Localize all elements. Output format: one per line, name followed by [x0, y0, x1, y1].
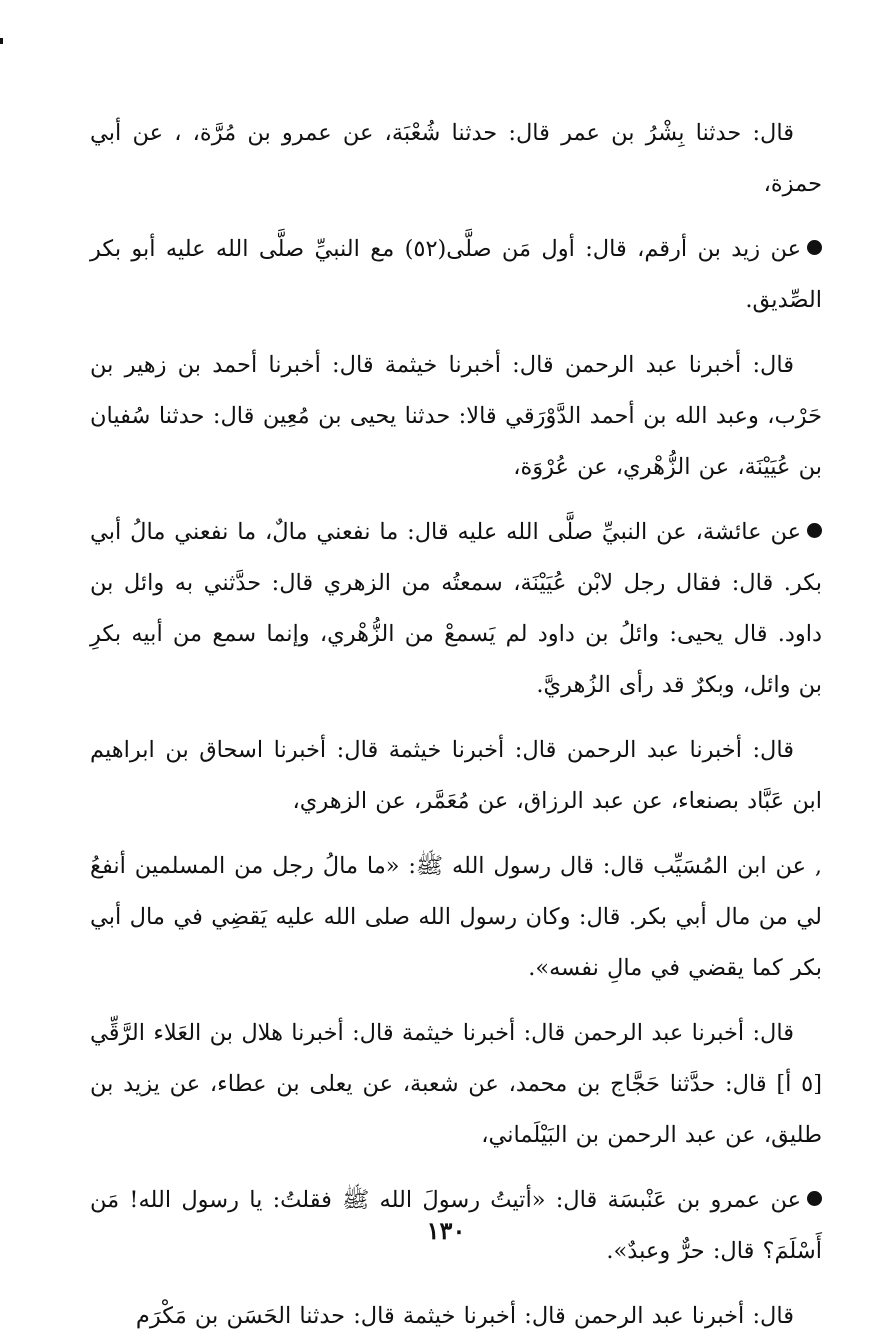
paragraph-isnad: قال: أخبرنا عبد الرحمن قال: أخبرنا خيثمة قال: أخبرنا هلال بن العَلاء الرَّقِّي [٥ أ] قال: حدَّثنا حَجَّاج بن محمد، عن شعبة، عن يعلى بن عطاء، عن يزيد بن طليق، عن عبد الرحمن بن البَيْلَماني،: [90, 1020, 822, 1148]
paragraph-isnad: قال: حدثنا بِشْرُ بن عمر قال: حدثنا شُعْبَة، عن عمرو بن مُرَّة، ، عن أبي حمزة،: [90, 120, 822, 197]
page-body: [90, 108, 822, 1342]
paragraph-hadith-text: , عن ابن المُسَيِّب قال: قال رسول الله ﷺ: «ما مالُ رجل من المسلمين أنفعُ لي من مال أبي بكر. قال: وكان رسول الله صلى الله عليه يَقضِي في مال أبي بكر كما يقضي في مالِ نفسه».: [90, 853, 822, 981]
bullet-icon: [807, 1191, 822, 1206]
paragraph-isnad: قال: أخبرنا عبد الرحمن قال: أخبرنا خيثمة قال: حدثنا الحَسَن بن مَكْرَم: [135, 1303, 794, 1329]
bullet-icon: [807, 523, 822, 538]
page-number: ١٣٠: [426, 1216, 466, 1245]
paragraph-hadith: عن زيد بن أرقم، قال: أول مَن صلَّى(٥٢) مع النبيِّ صلَّى الله عليه أبو بكر الصِّديق.: [90, 236, 822, 313]
paragraph-isnad: قال: أخبرنا عبد الرحمن قال: أخبرنا خيثمة قال: أخبرنا أحمد بن زهير بن حَرْب، وعبد الله بن أحمد الدَّوْرَقي قالا: حدثنا يحيى بن مُعِين قال: حدثنا سُفيان بن عُيَيْنَة، عن الزُّهْري، عن عُرْوَة،: [90, 352, 822, 480]
scan-edge-mark: [0, 38, 3, 44]
paragraph-hadith: عن عائشة، عن النبيِّ صلَّى الله عليه قال: ما نفعني مالٌ، ما نفعني مالُ أبي بكر. قال: فقال رجل لابْن عُيَيْنَة، سمعتُه من الزهري قال: حدَّثني به وائل بن داود. قال يحيى: وائلُ بن داود لم يَسمعْ من الزُّهْري، وإنما سمع من أبيه بكرِ بن وائل، وبكرٌ قد رأى الزُهريَّ.: [90, 519, 822, 698]
bullet-icon: [807, 240, 822, 255]
paragraph-isnad: قال: أخبرنا عبد الرحمن قال: أخبرنا خيثمة قال: أخبرنا اسحاق بن ابراهيم ابن عَبَّاد بصنعاء، عن عبد الرزاق، عن مُعَمَّر، عن الزهري،: [90, 737, 822, 814]
paragraph-hadith: عن عمرو بن عَنْبسَة قال: «أتيتُ رسولَ الله ﷺ فقلتُ: يا رسول الله! مَن أَسْلَمَ؟ قال: حرٌّ وعبدٌ».: [90, 1187, 822, 1264]
